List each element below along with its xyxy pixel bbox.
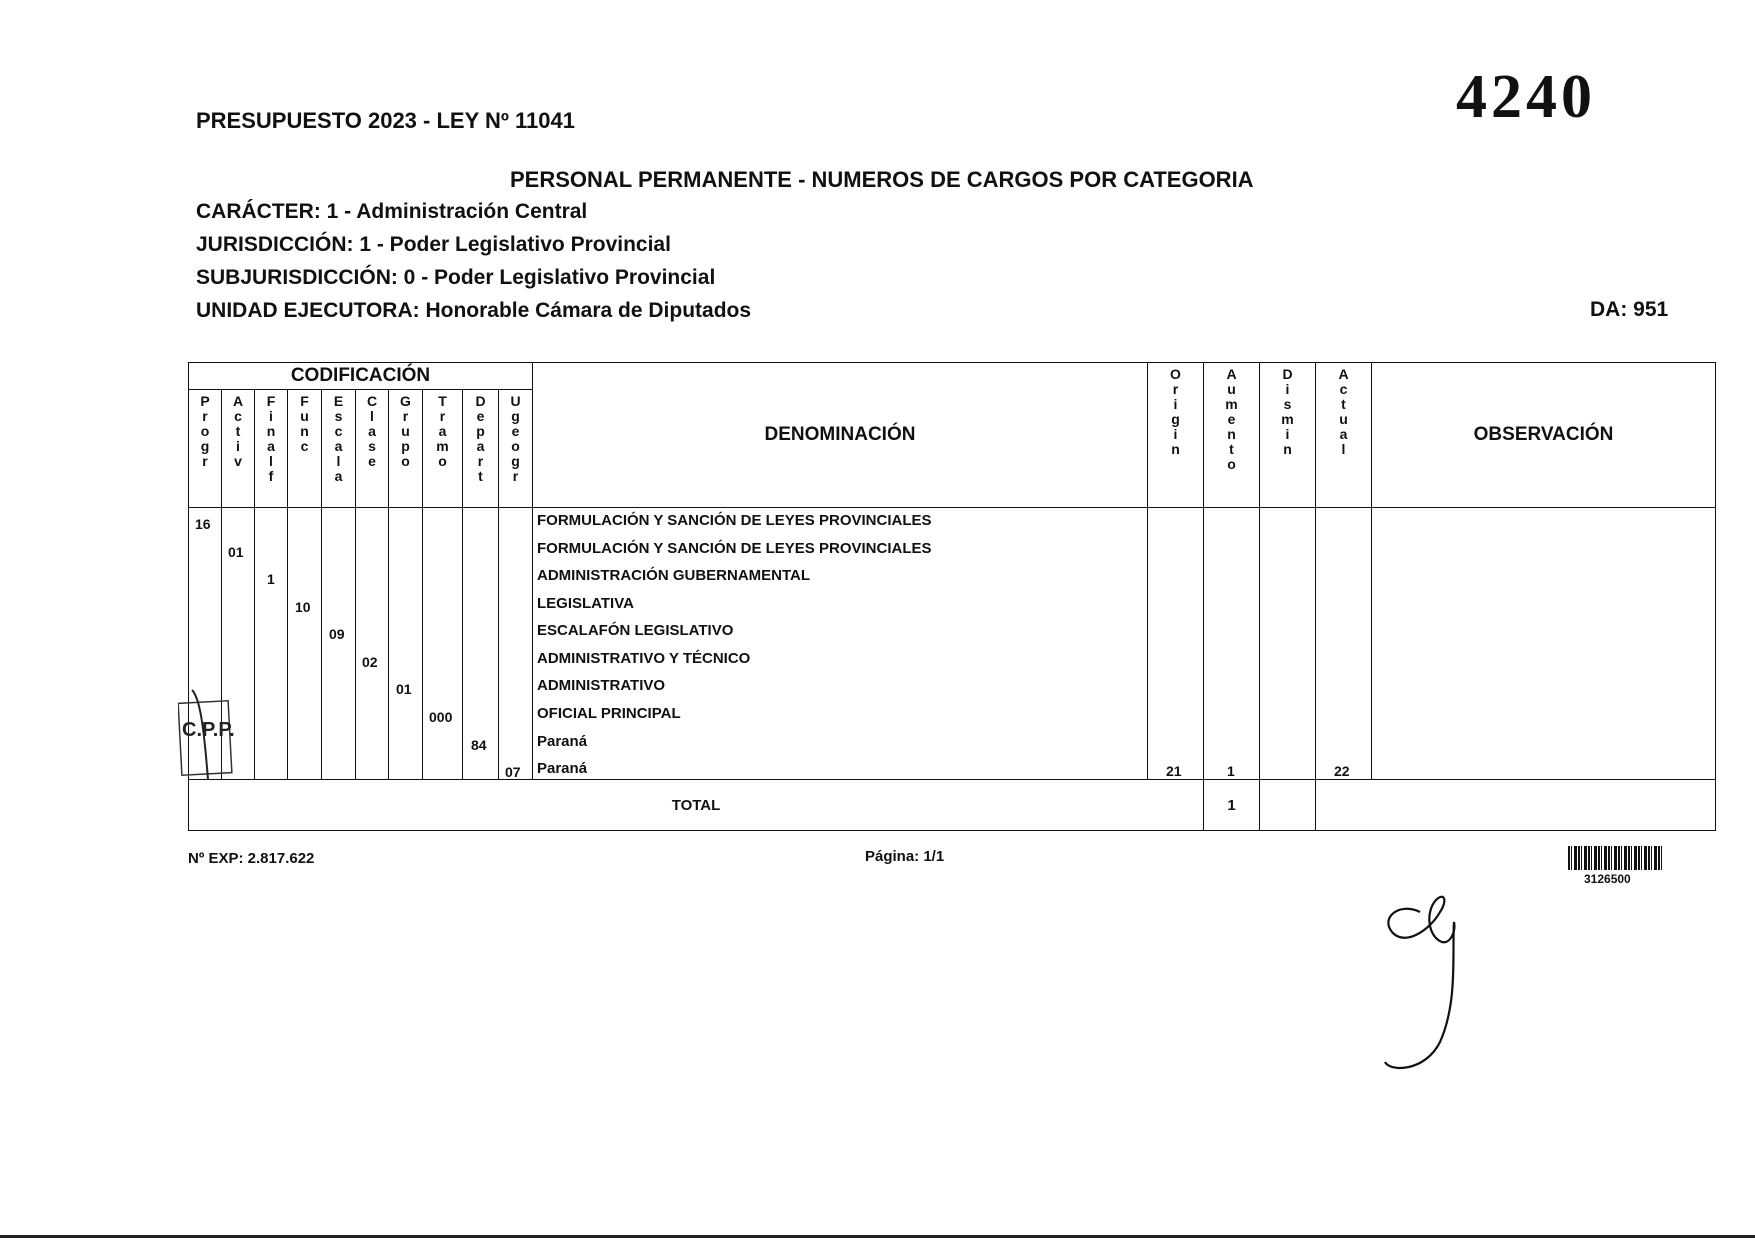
cpp-stamp [178,688,238,788]
denominacion-item: ADMINISTRATIVO [537,677,666,694]
dismin-header: D i s m i n [1260,363,1316,508]
cargos-table [188,362,1716,831]
ugeogr-value: 07 [505,764,521,780]
denominacion-item: Paraná [537,733,588,750]
denominacion-cell [533,508,1148,780]
barcode-number: 3126500 [1584,872,1631,886]
page-edge [0,1235,1755,1238]
depart-value: 84 [471,737,487,753]
signature-icon [1370,872,1510,1082]
progr-header: P r o g r [189,390,222,508]
total-label: TOTAL [189,780,1204,831]
tramo-header: T r a m o [423,390,463,508]
denominacion-header: DENOMINACIÓN [533,363,1148,508]
actual-header: A c t u a l [1316,363,1372,508]
activ-value: 01 [228,544,244,560]
caracter-line: CARÁCTER: 1 - Administración Central [196,200,588,223]
denominacion-item: OFICIAL PRINCIPAL [537,705,681,722]
aumento-header: A u m e n t o [1204,363,1260,508]
page-number: Página: 1/1 [865,848,945,865]
denominacion-item: ADMINISTRACIÓN GUBERNAMENTAL [537,567,811,584]
barcode-icon [1568,846,1663,870]
ugeogr-header: U g e o g r [499,390,533,508]
denominacion-item: FORMULACIÓN Y SANCIÓN DE LEYES PROVINCIALES [537,512,932,529]
observacion-cell [1372,508,1716,780]
aumento-value: 1 [1227,763,1235,779]
codificacion-header: CODIFICACIÓN [189,363,533,390]
total-row [189,780,1716,831]
table-row [189,508,1716,780]
func-value: 10 [295,599,311,615]
actual-value: 22 [1334,763,1350,779]
depart-header: D e p a r t [463,390,499,508]
total-aumento: 1 [1204,780,1260,831]
page-subtitle: PERSONAL PERMANENTE - NUMEROS DE CARGOS POR CATEGORIA [510,167,1254,192]
escala-value: 09 [329,626,345,642]
subjurisdiccion-line: SUBJURISDICCIÓN: 0 - Poder Legislativo Provincial [196,266,716,289]
observacion-header: OBSERVACIÓN [1372,363,1716,508]
progr-value: 16 [195,516,211,532]
origin-header: O r i g i n [1148,363,1204,508]
activ-header: A c t i v [222,390,255,508]
denominacion-item: ESCALAFÓN LEGISLATIVO [537,622,734,639]
finalf-header: F i n a l f [255,390,288,508]
escala-header: E s c a l a [322,390,356,508]
expediente-number: Nº EXP: 2.817.622 [188,850,315,867]
denominacion-item: LEGISLATIVA [537,595,634,612]
func-header: F u n c [288,390,322,508]
grupo-value: 01 [396,681,412,697]
page-title: PRESUPUESTO 2023 - LEY Nº 11041 [196,108,575,133]
denominacion-item: ADMINISTRATIVO Y TÉCNICO [537,650,751,667]
clase-header: C l a s e [356,390,389,508]
denominacion-item: FORMULACIÓN Y SANCIÓN DE LEYES PROVINCIALES [537,540,932,557]
tramo-value: 000 [429,709,453,725]
origin-value: 21 [1166,763,1182,779]
clase-value: 02 [362,654,378,670]
grupo-header: G r u p o [389,390,423,508]
unidad-ejecutora-line: UNIDAD EJECUTORA: Honorable Cámara de Diputados [196,299,752,322]
document-number: 4240 [1456,63,1596,131]
da-code: DA: 951 [1590,298,1669,321]
jurisdiccion-line: JURISDICCIÓN: 1 - Poder Legislativo Provincial [196,233,671,256]
finalf-value: 1 [267,571,275,587]
svg-text:C.P.P.: C.P.P. [182,719,235,741]
denominacion-item: Paraná [537,760,588,777]
